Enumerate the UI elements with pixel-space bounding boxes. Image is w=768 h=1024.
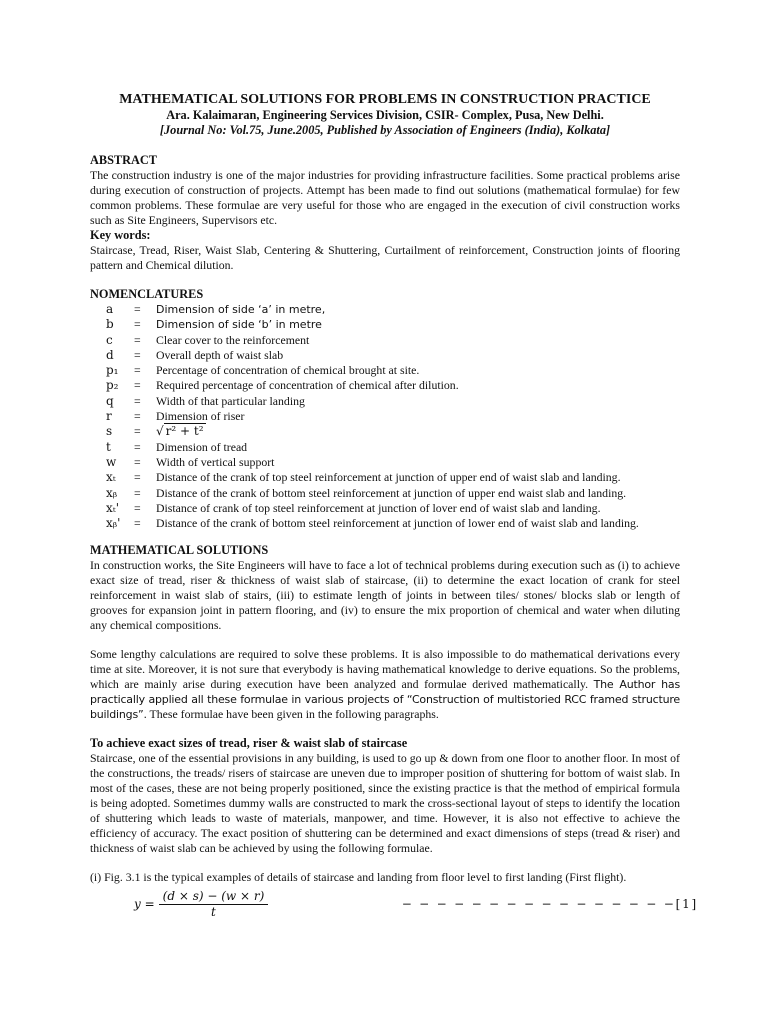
nomenclature-symbol: r [106, 409, 112, 424]
nomenclature-definition: Dimension of side ‘b’ in metre [156, 318, 322, 332]
nomenclature-symbol: p₂ [106, 378, 119, 393]
nomenclature-row [106, 317, 639, 332]
formula [134, 889, 268, 919]
equals-sign: = [134, 424, 141, 439]
staircase-section [90, 736, 698, 920]
radicand: r² + t² [165, 424, 204, 439]
nomenclature-definition: Distance of the crank of top steel reinforcement at junction of upper end of waist slab and landing. [156, 470, 621, 485]
equals-sign: = [134, 516, 141, 531]
solutions-paragraph-2c: These formulae have been given in the following paragraphs. [146, 707, 439, 722]
staircase-heading: To achieve exact sizes of tread, riser & waist slab of staircase [90, 736, 408, 751]
abstract-section [90, 153, 680, 273]
equals-sign: = [134, 409, 141, 424]
nomenclature-definition: Distance of the crank of bottom steel reinforcement at junction of upper end waist slab and landing. [156, 485, 627, 500]
equals-sign: = [134, 500, 141, 515]
nomenclature-row [106, 501, 639, 516]
nomenclature-definition: Dimension of tread [156, 439, 248, 454]
nomenclature-row [106, 470, 639, 485]
nomenclature-definition: Distance of the crank of bottom steel reinforcement at junction of lower end of waist slab and landing. [156, 516, 639, 531]
square-root-expression: √ r² + t² [156, 424, 204, 439]
nomenclature-row [106, 409, 639, 424]
nomenclature-definition: Overall depth of waist slab [156, 347, 284, 362]
solutions-paragraph-1: In construction works, the Site Engineers will have to face a lot of technical problems during execution such as (i) to achieve exact size of tread, riser & thickness of waist slab of staircase, (ii) to determine the exact location of crank for steel reinforcement in waist slab of stairs, (iii) to estimate length of joints in between tiles/ stones/ blocks slab or length of grooves for expansion joint in pattern flooring, and (iv) to ensure the mix proportion of chemical and water when diluting any chemical compositions. [90, 558, 680, 633]
nomenclature-symbol: t [106, 439, 111, 454]
nomenclature-symbol: xₜ [106, 470, 116, 485]
nomenclature-row [106, 348, 639, 363]
nomenclature-row [106, 378, 639, 393]
nomenclature-symbol: a [106, 302, 114, 316]
nomenclature-definition: Percentage of concentration of chemical brought at site. [156, 363, 420, 378]
abstract-text: The construction industry is one of the major industries for providing infrastructure facilities. Some practical problems arise during execution of construction of projects. Attempt has been made to find out solutions (mathematical formulae) for few common problems. These formulae are very useful for those who are engaged in the execution of civil construction works such as Site Engineers, Supervisors etc. [90, 168, 680, 227]
nomenclature-symbol: w [106, 454, 117, 469]
nomenclature-definition: Width of that particular landing [156, 393, 305, 408]
equals-sign: = [134, 393, 141, 408]
nomenclature-definition: Distance of crank of top steel reinforcement at junction of lover end of waist slab and landing. [156, 500, 601, 515]
nomenclature-symbol: c [106, 332, 113, 347]
equals-sign: = [134, 378, 141, 393]
equation-number: − − − − − − − − − − − − − − − −[1] [401, 897, 698, 912]
nomenclature-symbol: xᵦ [106, 485, 118, 500]
nomenclature-definition: Dimension of side ‘a’ in metre, [156, 303, 326, 316]
equals-sign: = [134, 439, 141, 454]
equals-sign: = [134, 317, 141, 332]
fraction [159, 889, 269, 919]
nomenclature-row [106, 302, 639, 317]
solutions-heading: MATHEMATICAL SOLUTIONS [90, 543, 269, 558]
nomenclature-row [106, 333, 639, 348]
nomenclature-definition: Width of vertical support [156, 454, 275, 469]
fraction-denominator: t [211, 905, 216, 920]
staircase-paragraph: Staircase, one of the essential provisions in any building, is used to go up & down from one floor to another floor. In most of the constructions, the treads/ risers of staircase are uneven due to improper position of shuttering for bottom of waist slab. In most of the cases, these are not being properly positioned, since the existing practice is that the method of empirical formula is being adopted. Sometimes dummy walls are constructed to mark the cross-sectional layout of steps to identify the location of shuttering which leads to waste of materials, manpower, and time. However, it is also not effective to achieve the efficiency of accuracy. The exact position of shuttering can be determined and exact dimensions of steps (tread & riser) and thickness of waist slab can be achieved by using the following formulae. [90, 751, 680, 856]
equals-sign: = [134, 485, 141, 500]
solutions-paragraph-2b: The Author has practically applied all these formulae in various projects of “Construction of multistoried RCC framed structure buildings”. [90, 678, 680, 722]
keywords-text: Staircase, Tread, Riser, Waist Slab, Centering & Shuttering, Curtailment of reinforcement, Construction joints of flooring pattern and Chemical dilution. [90, 243, 680, 272]
nomenclature-symbol: q [106, 393, 114, 408]
nomenclature-symbol: b [106, 317, 114, 332]
solutions-paragraph-2a: Some lengthy calculations are required to solve these problems. It is also impossible to do mathematical derivations every time at site. Moreover, it is not sure that everybody is having mathematical knowledge to derive equations. So the problems, which are mainly arise during execution have been analyzed and formulae derived mathematically. [90, 647, 680, 692]
abstract-heading: ABSTRACT [90, 153, 157, 167]
nomenclature-definition [156, 424, 639, 439]
formula-lhs: y = [134, 897, 155, 912]
nomenclature-definition: Clear cover to the reinforcement [156, 332, 310, 347]
solutions-paragraph-2 [90, 647, 680, 722]
nomenclature-symbol: xₜ' [106, 500, 120, 515]
author-line: Ara. Kalaimaran, Engineering Services Division, CSIR- Complex, Pusa, New Delhi. [166, 108, 604, 122]
figure-reference-text: (i) Fig. 3.1 is the typical examples of details of staircase and landing from floor level to first landing (First flight). [90, 870, 627, 885]
nomenclature-symbol: s [106, 424, 113, 439]
equals-sign: = [134, 363, 141, 378]
nomenclature-table [106, 302, 639, 531]
nomenclature-row [106, 424, 639, 439]
nomenclature-row [106, 363, 639, 378]
nomenclature-heading: NOMENCLATURES [90, 287, 204, 301]
journal-reference: [Journal No: Vol.75, June.2005, Published by Association of Engineers (India), Kolkata] [159, 123, 611, 137]
nomenclature-row [106, 455, 639, 470]
document-page [90, 92, 698, 920]
mathematical-solutions-section [90, 543, 680, 722]
nomenclature-row [106, 440, 639, 455]
equation-1 [90, 889, 698, 920]
nomenclature-definition: Required percentage of concentration of chemical after dilution. [156, 378, 459, 393]
nomenclature-row [106, 486, 639, 501]
paper-title: MATHEMATICAL SOLUTIONS FOR PROBLEMS IN CONSTRUCTION PRACTICE [119, 92, 651, 107]
nomenclature-definition: Dimension of riser [156, 409, 245, 424]
equals-sign: = [134, 470, 141, 485]
nomenclature-section [90, 287, 680, 531]
nomenclature-row [106, 516, 639, 531]
equals-sign: = [134, 332, 141, 347]
keywords-heading: Key words: [90, 228, 151, 242]
nomenclature-symbol: d [106, 347, 114, 362]
nomenclature-row [106, 394, 639, 409]
nomenclature-symbol: p₁ [106, 363, 119, 378]
equals-sign: = [134, 302, 141, 316]
nomenclature-symbol: xᵦ' [106, 516, 121, 531]
fraction-numerator: (d × s) − (w × r) [159, 889, 269, 905]
equals-sign: = [134, 454, 141, 469]
equals-sign: = [134, 347, 141, 362]
